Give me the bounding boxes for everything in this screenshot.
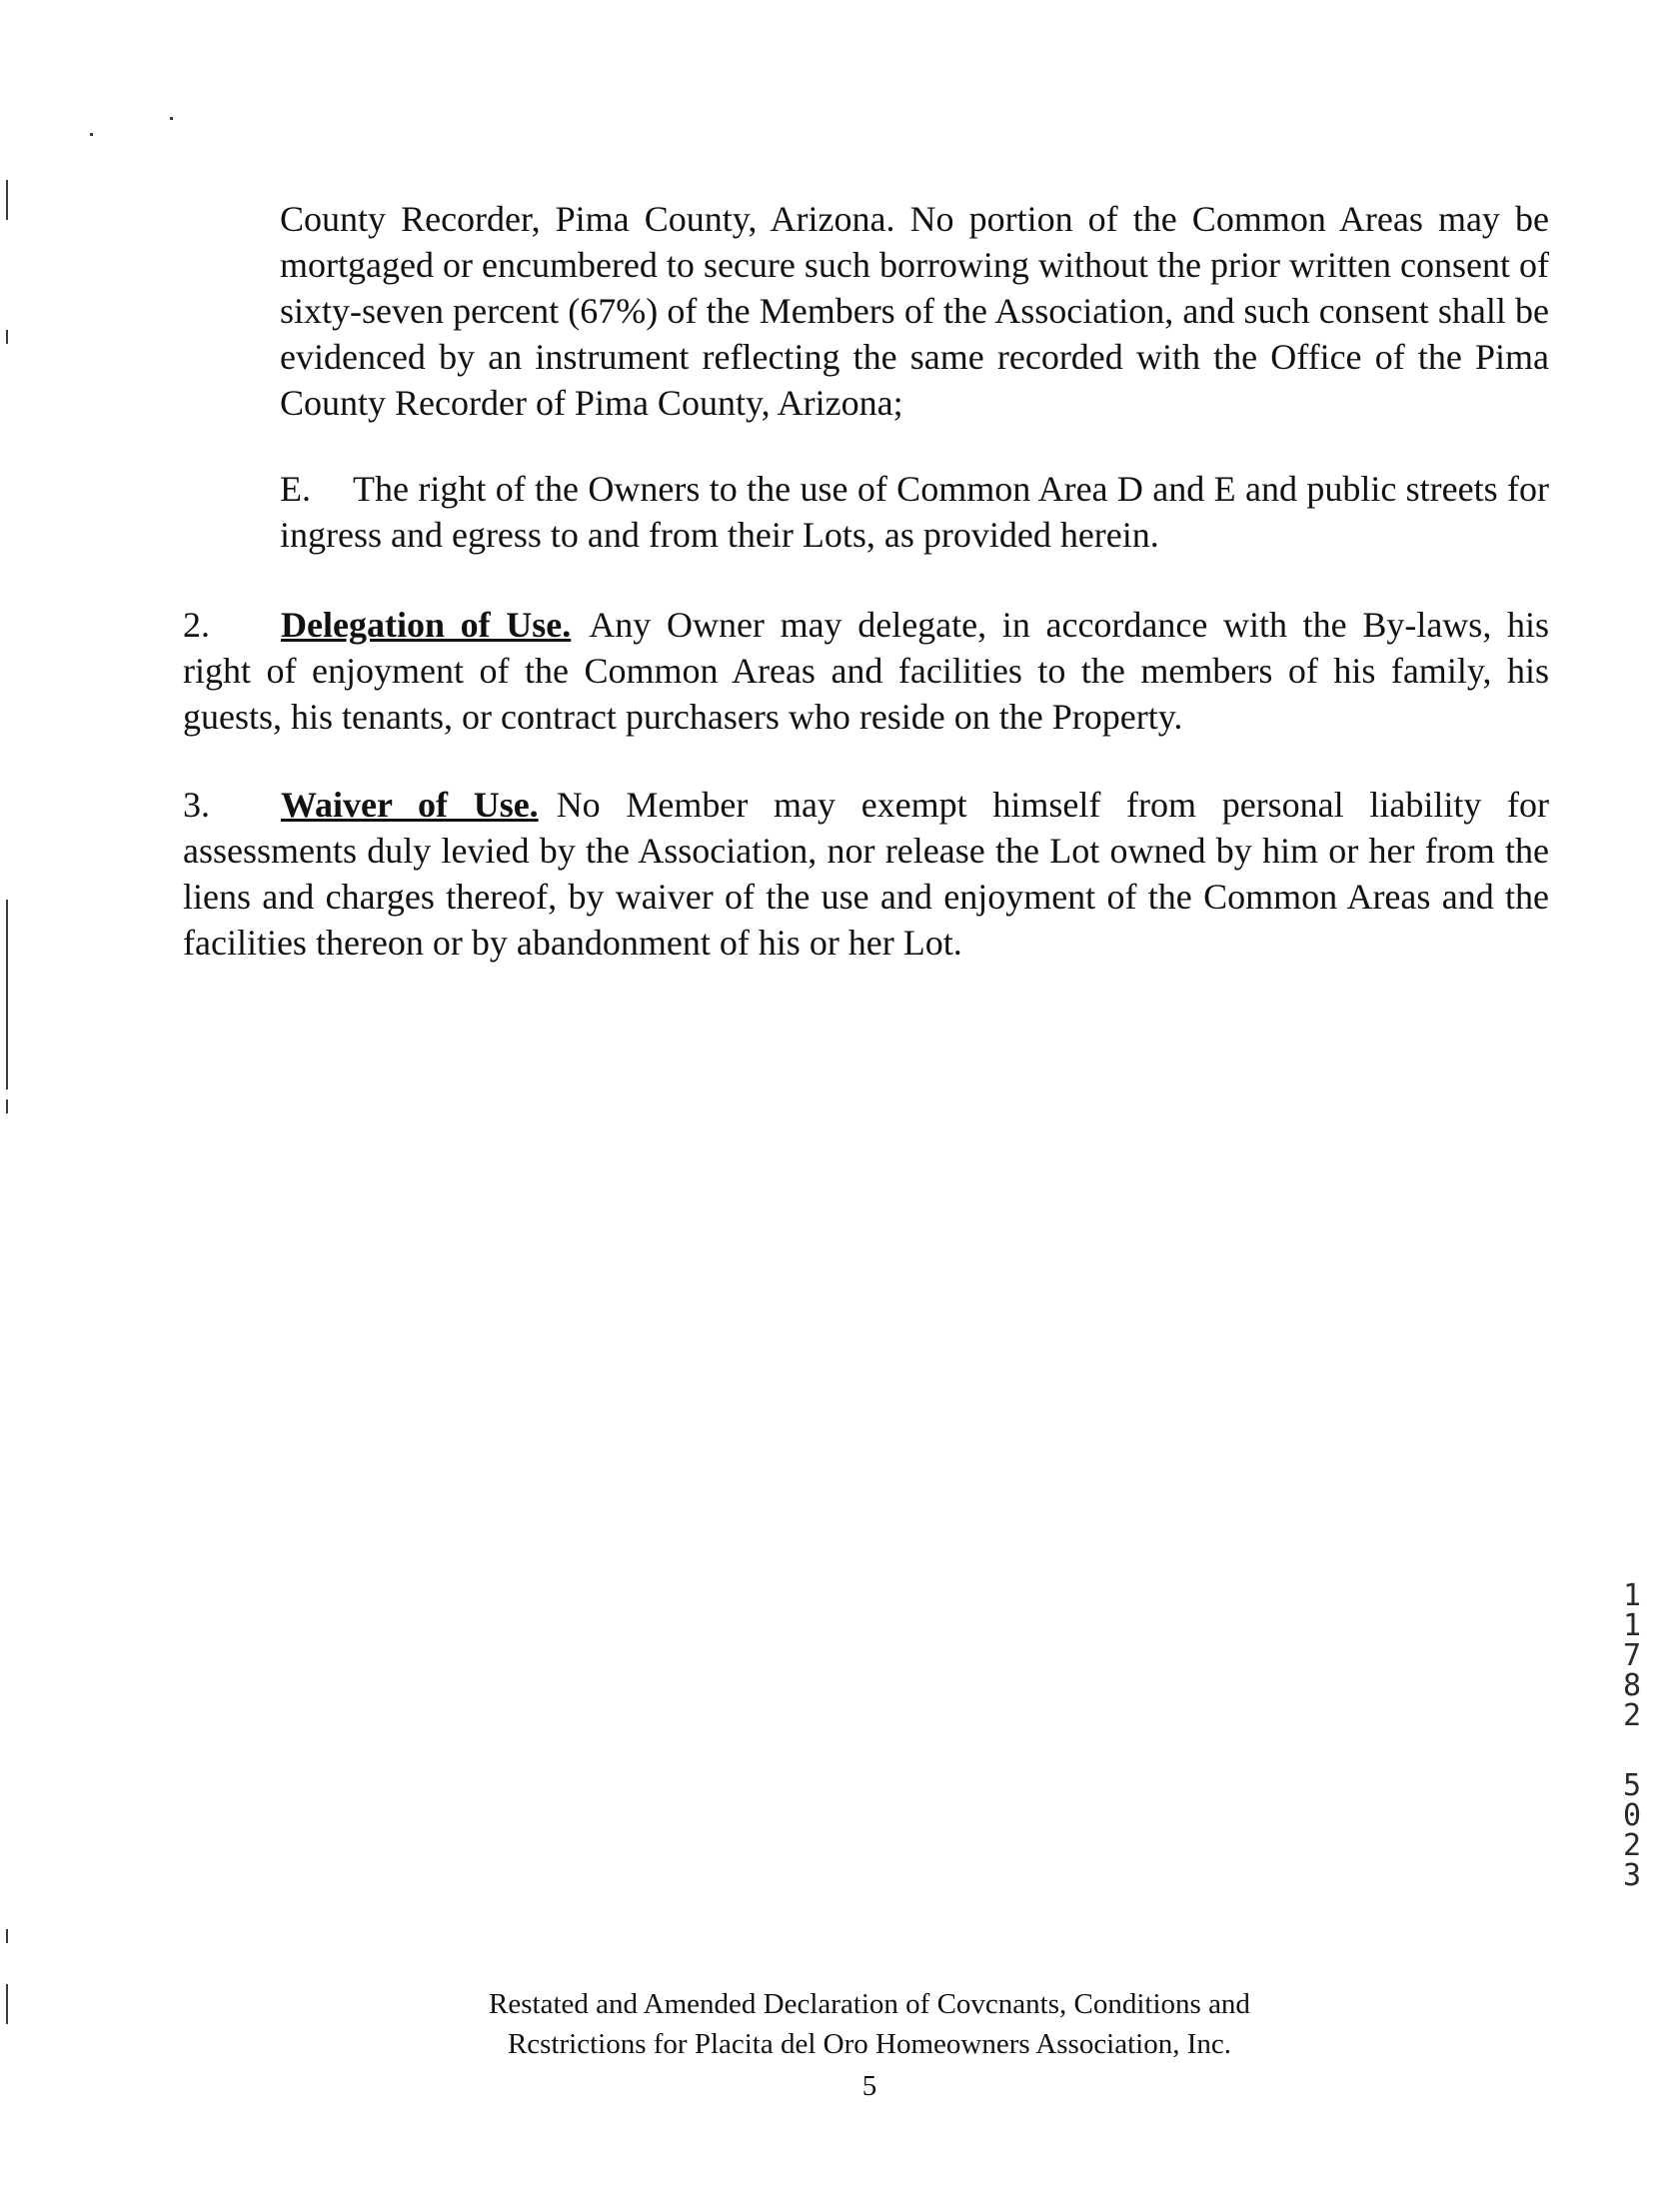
section-2-delegation-of-use [183, 602, 1549, 740]
page-number: 5 [861, 2070, 877, 2102]
paragraph-item-e [280, 466, 1549, 558]
scan-mark [90, 133, 93, 136]
stamp-digit: 7 [1622, 1638, 1642, 1673]
footer-title-line-2: Rcstrictions for Placita del Oro Homeowners Association, Inc. [507, 2028, 1232, 2060]
footer-title-line-1: Restated and Amended Declaration of Covcnants, Conditions and [489, 1988, 1250, 2020]
stamp-digit: 2 [1622, 1698, 1642, 1733]
scan-mark [6, 330, 8, 344]
scan-mark [170, 117, 173, 120]
section-3-waiver-of-use [183, 782, 1549, 966]
stamp-gap [1617, 1731, 1647, 1771]
scan-mark [6, 1929, 8, 1943]
scan-mark [6, 900, 8, 1090]
stamp-digit: 3 [1622, 1858, 1642, 1893]
stamp-digit: 0 [1622, 1798, 1642, 1833]
scan-mark [6, 1984, 8, 2024]
section-3-number: 3. [183, 785, 210, 825]
section-2-number: 2. [183, 605, 210, 645]
paragraph-continuation: County Recorder, Pima County, Arizona. No portion of the Common Areas may be mortgaged or encumbered to secure such borrowing without the prior written consent of sixty-seven percent (67%) of the Members of the Association, and such consent shall be evidenced by an instrument reflecting the same recorded with the Office of the Pima County Recorder of Pima County, Arizona; [280, 199, 1549, 423]
stamp-digit: 1 [1622, 1578, 1642, 1613]
section-3-text: No Member may exempt himself from personal liability for assessments duly levied by the Association, nor release the Lot owned by him or her from the liens and charges thereof, by waiver of the use and enjoyment of the Common Areas and the facilities thereon or by abandonment of his or her Lot. [183, 785, 1550, 963]
stamp-digit: 2 [1622, 1828, 1642, 1863]
section-2-heading: Delegation of Use. [281, 605, 572, 645]
document-footer [340, 1984, 1399, 2106]
item-e-text: The right of the Owners to the use of Common Area D and E and public streets for ingress and egress to and from their Lots, as provided herein. [280, 469, 1549, 555]
item-e-label: E. [280, 469, 311, 509]
stamp-digit: 5 [1622, 1768, 1642, 1803]
section-3-heading: Waiver of Use. [281, 785, 539, 825]
stamp-digit: 8 [1622, 1668, 1642, 1703]
stamp-digit: 1 [1622, 1608, 1642, 1643]
scan-mark [6, 180, 8, 220]
scan-mark [6, 1100, 8, 1113]
recording-stamp [1617, 1578, 1647, 1893]
section-2-text: Any Owner may delegate, in accordance with the By-laws, his right of enjoyment of the Common Areas and facilities to the members of his family, his guests, his tenants, or contract purchasers who reside on the Property. [183, 605, 1549, 737]
